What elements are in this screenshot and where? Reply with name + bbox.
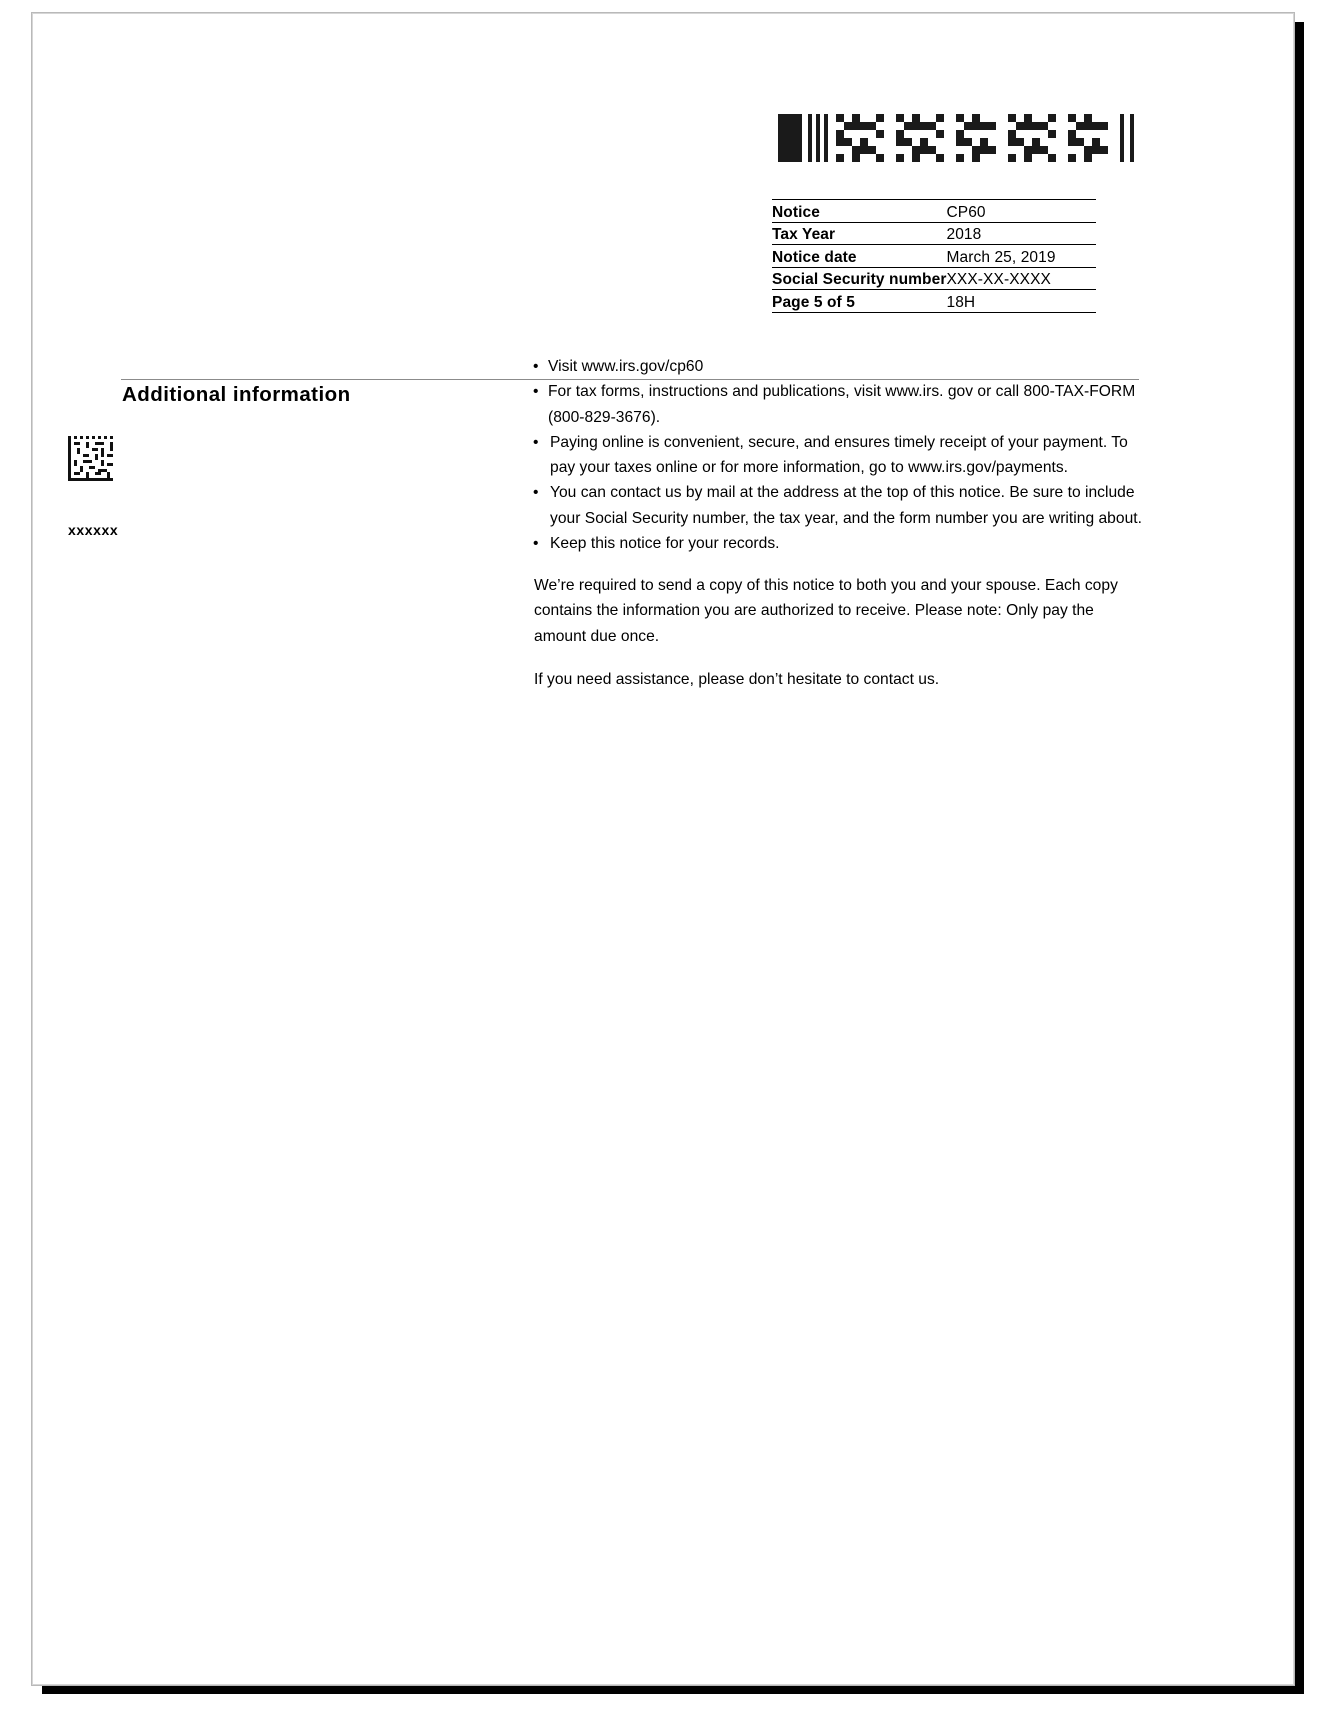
ssn-label: Social Security number xyxy=(772,267,946,290)
mail-routing-barcode-icon xyxy=(778,114,1138,162)
list-item-text: For tax forms, instructions and publications, visit www.irs. gov or call 800-TAX-FORM (800-829-3676). xyxy=(548,383,1136,426)
notice-label: Notice xyxy=(772,200,946,223)
datamatrix-barcode-icon xyxy=(68,436,113,481)
bullet-icon: • xyxy=(533,484,539,502)
tax-year-value: 2018 xyxy=(946,222,1096,245)
table-row xyxy=(772,222,1096,245)
notice-date-label: Notice date xyxy=(772,245,946,268)
notice-date-value: March 25, 2019 xyxy=(946,245,1096,268)
additional-information-list xyxy=(532,354,1144,556)
bullet-icon: • xyxy=(533,358,539,375)
spouse-copy-paragraph: We’re required to send a copy of this notice to both you and your spouse. Each copy contains the information you are authorized to receive. Please note: Only pay the amount due once. xyxy=(534,577,1118,645)
bullet-icon: • xyxy=(533,383,539,401)
ssn-value: XXX-XX-XXXX xyxy=(946,267,1096,290)
list-item xyxy=(532,430,1144,481)
table-row xyxy=(772,290,1096,313)
table-row xyxy=(772,200,1096,223)
list-item xyxy=(532,379,1144,430)
list-item xyxy=(532,531,1144,556)
additional-information-content xyxy=(532,354,1144,692)
bullet-icon: • xyxy=(533,433,539,451)
notice-page xyxy=(31,12,1295,1686)
page-code-value: 18H xyxy=(946,290,1096,313)
list-item-text: Paying online is convenient, secure, and ensures timely receipt of your payment. To pay your taxes online or for more information, go to www.irs.gov/payments. xyxy=(550,433,1128,476)
list-item-text: Visit www.irs.gov/cp60 xyxy=(548,358,704,375)
assistance-paragraph: If you need assistance, please don’t hesitate to contact us. xyxy=(534,670,940,688)
page-number-label: Page 5 of 5 xyxy=(772,290,946,313)
page-title: Additional information xyxy=(122,383,351,406)
bullet-icon: • xyxy=(533,534,539,552)
list-item-text: Keep this notice for your records. xyxy=(550,534,780,552)
list-item xyxy=(532,354,1144,379)
list-item-text: You can contact us by mail at the address at the top of this notice. Be sure to include your Social Security number, the tax year, and the form number you are writing about. xyxy=(550,484,1142,527)
notice-info-table xyxy=(772,199,1096,313)
table-row xyxy=(772,267,1096,290)
notice-value: CP60 xyxy=(946,200,1096,223)
list-item xyxy=(532,480,1144,531)
table-row xyxy=(772,245,1096,268)
tax-year-label: Tax Year xyxy=(772,222,946,245)
margin-code: xxxxxx xyxy=(68,522,119,538)
